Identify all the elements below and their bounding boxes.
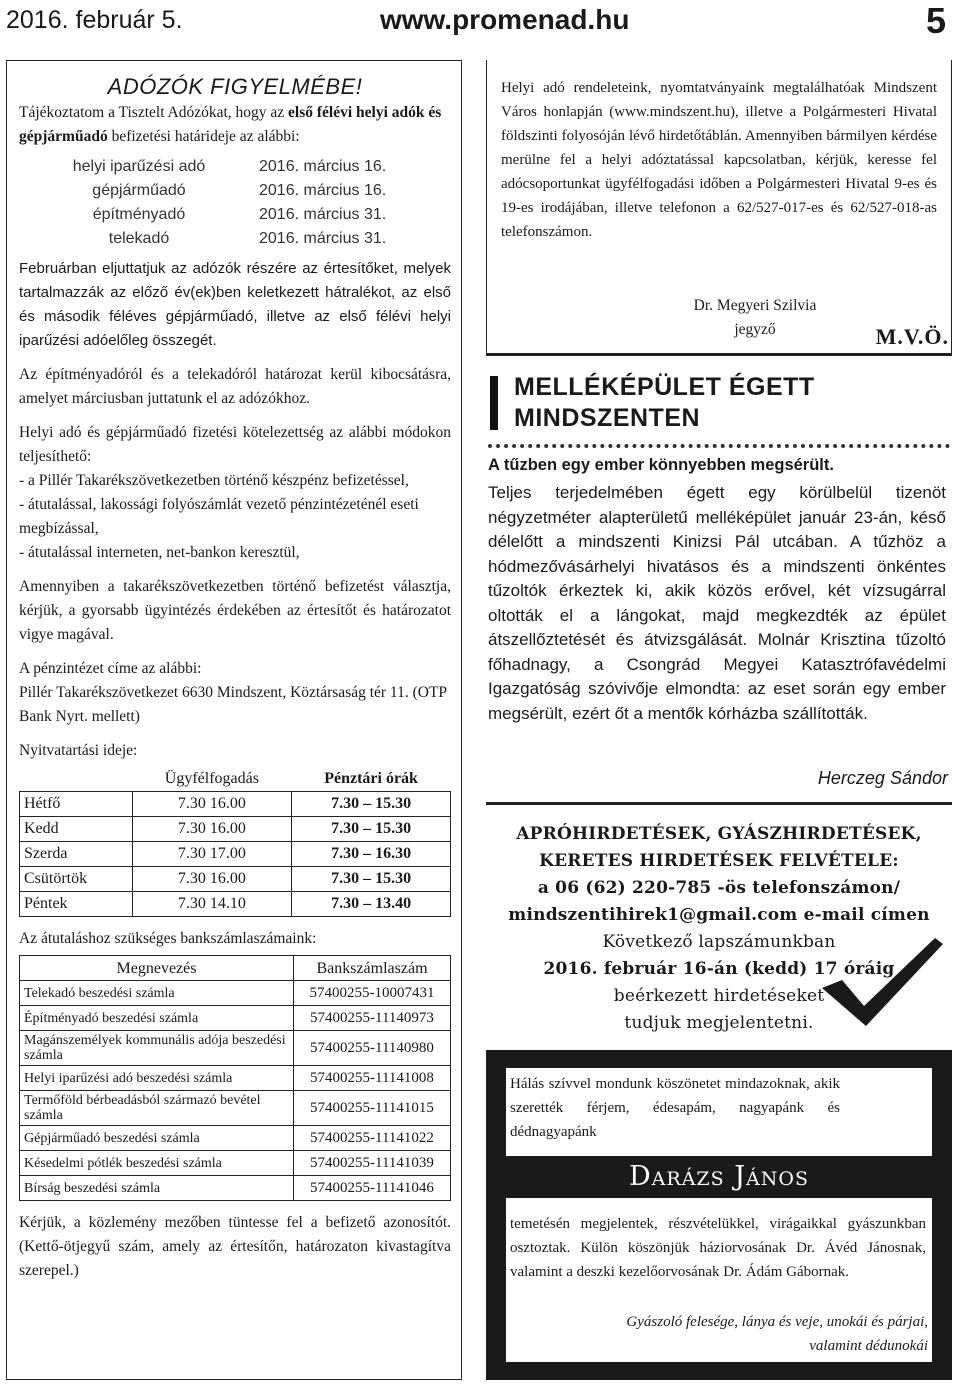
news-headline: MELLÉKÉPÜLET ÉGETT MINDSZENTEN	[514, 373, 815, 432]
notice-para4: Amennyiben a takarékszövetkezetben történő befizetést választja, kérjük, a gyorsabb ügyintézés érdekében az értesítőt és határozatot vigye magával.	[19, 578, 451, 643]
hours-col-cash: Pénztári órák	[292, 767, 451, 792]
table-row: Helyi iparűzési adó beszedési számla 57400255-11141008	[20, 1066, 451, 1091]
obituary-frame	[486, 1050, 952, 1380]
deadline-row: helyi iparűzési adó 2016. március 16.	[72, 158, 387, 175]
table-row: Késedelmi pótlék beszedési számla 57400255-11141039	[20, 1151, 451, 1176]
payment-method: - átutalással interneten, net-bankon keresztül,	[19, 544, 300, 561]
deadline-row: gépjárműadó 2016. március 16.	[92, 182, 387, 199]
page-header	[0, 0, 960, 40]
notice-para1: Februárban eljuttatjuk az adózók részére az értesítőket, melyek tartalmazzák az előző év(ek)ben keletkezett hátralékot, az első és második féléves gépjárműadó, illetve az első félévi helyi iparűzési adóelőleg összegét.	[19, 260, 451, 349]
deadline-row: építményadó 2016. március 31.	[92, 206, 387, 223]
hours-label: Nyitvatartási ideje:	[19, 742, 138, 759]
hours-col-client: Ügyfélfogadás	[132, 767, 292, 792]
notice-intro: Tájékoztatom a Tisztelt Adózókat, hogy az első félévi helyi adók és gépjárműadó befizetési határideje az alábbi:	[19, 104, 442, 145]
notice-para3: Helyi adó és gépjárműadó fizetési kötelezettség az alábbi módokon teljesíthető:	[19, 424, 451, 465]
accounts-label: Az átutaláshoz szükséges bankszámlaszámaink:	[19, 930, 317, 947]
news-author: Herczeg Sándor	[817, 768, 948, 788]
tax-notice-box	[6, 60, 462, 1380]
signature-block	[665, 294, 845, 342]
payment-method: - a Pillér Takarékszövetkezetben történő készpénz befizetéssel,	[19, 472, 409, 489]
table-row: Péntek 7.30 14.10 7.30 – 13.40	[20, 892, 451, 917]
notice-title: ADÓZÓK FIGYELMÉBE!	[107, 74, 363, 99]
news-lead: A tűzben egy ember könnyebben megsérült.	[488, 456, 834, 474]
ad-text: APRÓHIRDETÉSEK, GYÁSZHIRDETÉSEK, KERETES HIRDETÉSEK FELVÉTELE: a 06 (62) 220-785 -ös telefonszámon/ mindszentihirek1@gmail.com e-mail címen Következő lapszámunkban 2016. február 16-án (kedd) 17 óráig beérkezett hirdetéseket tudjuk megjelentetni.	[508, 824, 930, 1033]
table-row: Termőföld bérbeadásból származó bevétel számla 57400255-11141015	[20, 1091, 451, 1126]
accounts-col-number: Bankszámlaszám	[294, 956, 451, 981]
table-row: Bírság beszedési számla 57400255-11141046	[20, 1176, 451, 1201]
bank-accounts-table	[19, 955, 451, 1201]
obituary-intro: Hálás szívvel mondunk köszönetet mindazoknak, akik szerették férjem, édesapám, nagyapánk és dédnagyapánk	[510, 1076, 840, 1140]
obituary-text: temetésén megjelentek, részvételükkel, virágaikkal gyászunkban osztoztak. Külön köszönjük háziorvosának Dr. Ávéd Jánosnak, valamint a deszki kezelőorvosának Dr. Ádám Gábornak.	[510, 1216, 926, 1280]
signer-title: jegyző	[734, 321, 776, 338]
site-url[interactable]: www.promenad.hu	[380, 4, 630, 35]
payment-method: - átutalással, lakossági folyószámlát vezető pénzintézeténél eseti megbízással,	[19, 496, 419, 537]
table-row: Kedd 7.30 16.00 7.30 – 15.30	[20, 817, 451, 842]
obituary-signature: Gyászoló felesége, lánya és veje, unokái és párjai, valamint dédunokái	[626, 1314, 928, 1354]
tax-notice-continuation	[486, 60, 952, 356]
signer-name: Dr. Megyeri Szilvia	[693, 297, 817, 314]
bank-address: Pillér Takarékszövetkezet 6630 Mindszent, Köztársaság tér 11. (OTP Bank Nyrt. mellett)	[19, 684, 447, 725]
table-row: Szerda 7.30 17.00 7.30 – 16.30	[20, 842, 451, 867]
notice-closing: Kérjük, a közlemény mezőben tüntesse fel a befizető azonosítót. (Kettő-ötjegyű szám, amely az értesítőn, határozaton kivastagítva szerepel.)	[19, 1214, 451, 1279]
table-row: Csütörtök 7.30 16.00 7.30 – 15.30	[20, 867, 451, 892]
accounts-col-name: Megnevezés	[20, 956, 294, 981]
deceased-name: Darázs János	[486, 1156, 952, 1198]
table-row: Építményadó beszedési számla 57400255-11140973	[20, 1006, 451, 1031]
page-number: 5	[925, 0, 946, 41]
headline-bar	[490, 376, 498, 430]
mvo-mark: M.V.Ö.	[875, 324, 949, 349]
table-row: Hétfő 7.30 16.00 7.30 – 15.30	[20, 792, 451, 817]
deadline-row: telekadó 2016. március 31.	[108, 230, 387, 247]
deadline-list	[19, 155, 451, 251]
obituary-content	[506, 1068, 932, 1362]
continuation-text: Helyi adó rendeleteink, nyomtatványaink megtalálhatóak Mindszent Város honlapján (www.mindszent.hu), illetve a Polgármesteri Hivatal földszinti folyosóján lévő hirdetőtáblán. Amennyiben bármilyen kérdése merülne fel a helyi adóztatással kapcsolatban, kérjük, keresse fel adócsoportunkat ügyfélfogadási időben a Polgármesteri Hivatal 9-es és 19-es irodájában, illetve telefonon a 62/527-017-es és 62/527-018-as telefonszámon.	[501, 80, 937, 240]
opening-hours-table	[19, 767, 451, 917]
table-row: Telekadó beszedési számla 57400255-10007431	[20, 981, 451, 1006]
notice-para2: Az építményadóról és a telekadóról határozat kerül kibocsátásra, amelyet márciusban juttatunk el az adózókhoz.	[19, 366, 451, 407]
dotted-divider	[488, 444, 950, 448]
news-body: Teljes terjedelmében égett egy körülbelül tizenöt négyzetméter alapterületű melléképület január 23-án, késő délelőtt a mindszenti Kinizsi Pál utcában. A tűzhöz a hódmezővásárhelyi hivatásos és a mindszenti önkéntes tűzoltók érkeztek ki, akik közös erővel, két vízsugárral oltották el a lángokat, majd megkezdték az épület átszellőztetését és átvizsgálását. Molnár Krisztina tűzoltó főhadnagy, a Csongrád Megyei Katasztrófavédelmi Igazgatóság szóvivője elmondta: az eset során egy ember megsérült, ezért őt a mentők kórházba szállították.	[488, 483, 946, 723]
table-row: Gépjárműadó beszedési számla 57400255-11141022	[20, 1126, 451, 1151]
address-label: A pénzintézet címe az alábbi:	[19, 660, 202, 677]
issue-date: 2016. február 5.	[6, 6, 183, 34]
checkmark-icon	[820, 936, 945, 1028]
table-row: Magánszemélyek kommunális adója beszedési számla 57400255-11140980	[20, 1031, 451, 1066]
